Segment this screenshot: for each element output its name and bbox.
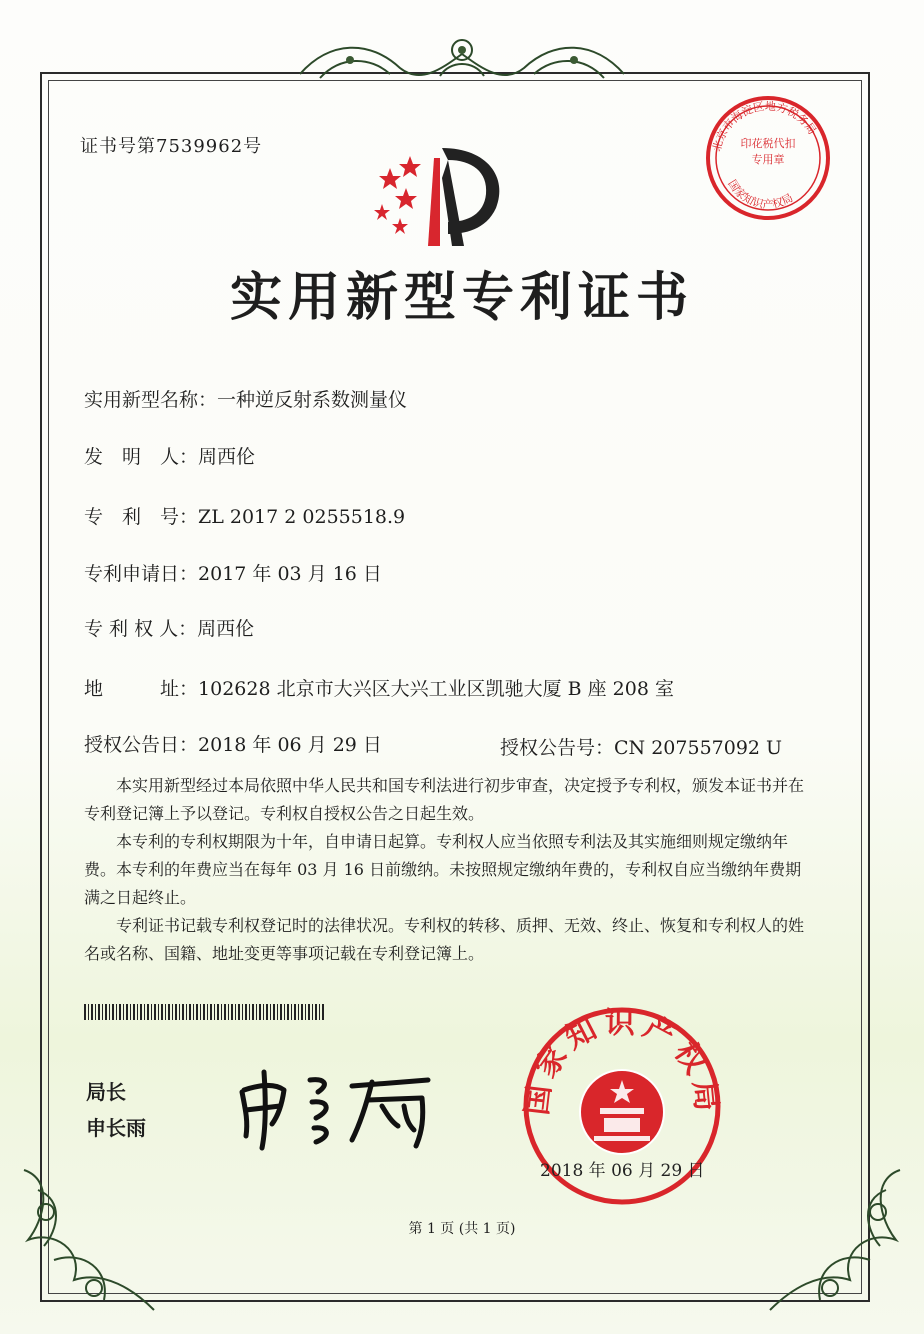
grant-number-row <box>500 733 782 760</box>
inventor-label: 发 明 人： <box>84 446 199 468</box>
seal-date: 2018 年 06 月 29 日 <box>540 1161 705 1181</box>
grant-number-value: CN 207557092 U <box>614 737 783 759</box>
director-title: 局长 <box>86 1080 126 1104</box>
paragraph-term: 本专利的专利权期限为十年，自申请日起算。专利权人应当依照专利法及其实施细则规定缴纳年费。本专利的年费应当在每年 03 月 16 日前缴纳。未按照规定缴纳年费的，专利权自应当缴纳年费期满之日起终止。 <box>84 832 802 907</box>
certificate-number: 证书号第7539962号 <box>80 136 263 157</box>
inventor-row <box>84 442 255 469</box>
name-value: 一种逆反射系数测量仪 <box>217 389 408 411</box>
certificate-title: 实用新型专利证书 <box>229 268 694 328</box>
director-name: 申长雨 <box>86 1116 146 1140</box>
seal-ring-text: 国家知识产权局 <box>520 1005 724 1119</box>
svg-text:国家知识产权局 <box>725 178 795 212</box>
tax-stamp-bottom-text: 国家知识产权局 <box>725 177 796 212</box>
director-signature <box>232 1062 442 1152</box>
patentee-row <box>84 614 254 641</box>
top-ornament-icon <box>290 30 634 100</box>
filing-date-value: 2017 年 03 月 16 日 <box>198 563 382 585</box>
patentee-value: 周西伦 <box>197 618 255 640</box>
grant-date-row <box>84 730 382 757</box>
paragraph-grant: 本实用新型经过本局依照中华人民共和国专利法进行初步审查，决定授予专利权，颁发本证书并在专利登记簿上予以登记。专利权自授权公告之日起生效。 <box>84 776 805 823</box>
paragraph-legal-status: 专利证书记载专利权登记时的法律状况。专利权的转移、质押、无效、终止、恢复和专利权人的姓名或名称、国籍、地址变更等事项记载在专利登记簿上。 <box>84 916 805 963</box>
patent-number-label: 专 利 号： <box>84 506 199 528</box>
patent-number-row <box>84 502 405 529</box>
inventor-value: 周西伦 <box>198 446 256 468</box>
filing-date-label: 专利申请日： <box>84 563 199 585</box>
name-row <box>84 385 407 412</box>
name-label: 实用新型名称： <box>84 389 218 411</box>
patent-number-value: ZL 2017 2 0255518.9 <box>198 506 406 528</box>
grant-number-label: 授权公告号： <box>500 737 615 759</box>
grant-date-value: 2018 年 06 月 29 日 <box>198 734 382 756</box>
grant-date-label: 授权公告日： <box>84 734 199 756</box>
address-label: 地 址： <box>84 678 199 700</box>
tax-stamp-center-text: 印花税代扣专用章 <box>740 137 796 166</box>
patentee-label: 专 利 权 人： <box>84 618 198 640</box>
tax-stamp <box>702 92 834 224</box>
address-row <box>84 674 674 701</box>
patent-office-logo-icon <box>368 138 514 250</box>
tax-stamp-ring-text: 北京市海淀区地方税务局 <box>710 99 819 153</box>
barcode <box>84 1004 324 1020</box>
address-value: 102628 北京市大兴区大兴工业区凯驰大厦 B 座 208 室 <box>198 678 674 700</box>
filing-date-row <box>84 559 382 586</box>
page-number: 第 1 页 (共 1 页) <box>408 1221 516 1237</box>
